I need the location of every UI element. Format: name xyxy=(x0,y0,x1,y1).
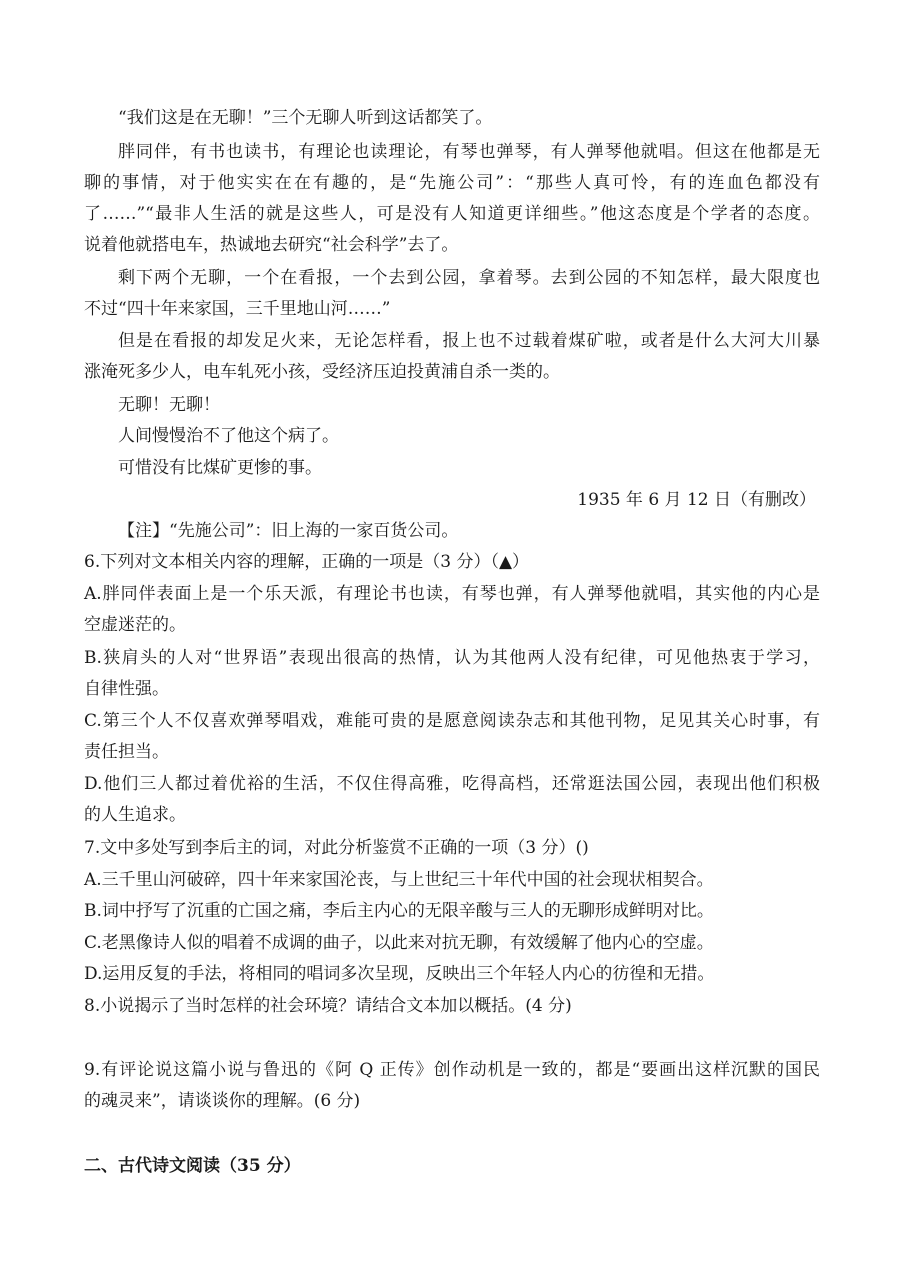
story-paragraph-2-line-4: 说着他就搭电车，热诚地去研究“社会科学”去了。 xyxy=(84,235,459,255)
question-6-option-d-line-1: D.他们三人都过着优裕的生活，不仅住得高雅，吃得高档，还常逛法国公园，表现出他们积极 xyxy=(84,774,820,794)
question-6-option-a-line-2: 空虚迷茫的。 xyxy=(84,615,186,635)
question-7-option-d: D.运用反复的手法，将相同的唱词多次呈现，反映出三个年轻人内心的彷徨和无措。 xyxy=(84,964,715,984)
question-6-option-c-line-1: C.第三个人不仅喜欢弹琴唱戏，难能可贵的是愿意阅读杂志和其他刊物，足见其关心时事，有 xyxy=(84,711,820,731)
question-9-line-1: 9.有评论说这篇小说与鲁迅的《阿 Q 正传》创作动机是一致的，都是“要画出这样沉默的国民 xyxy=(84,1060,820,1080)
question-7-stem: 7.文中多处写到李后主的词，对此分析鉴赏不正确的一项（3 分）() xyxy=(84,838,589,858)
question-7-option-c: C.老黑像诗人似的唱着不成调的曲子，以此来对抗无聊，有效缓解了他内心的空虚。 xyxy=(84,933,714,953)
story-date: 1935 年 6 月 12 日（有删改） xyxy=(577,490,816,510)
story-paragraph-1: “我们这是在无聊！”三个无聊人听到这话都笑了。 xyxy=(118,108,493,128)
question-9-line-2: 的魂灵来”，请谈谈你的理解。(6 分) xyxy=(84,1091,361,1111)
story-paragraph-5: 无聊！无聊！ xyxy=(118,395,220,415)
story-paragraph-7: 可惜没有比煤矿更惨的事。 xyxy=(118,458,322,478)
question-7-option-b: B.词中抒写了沉重的亡国之痛，李后主内心的无限辛酸与三人的无聊形成鲜明对比。 xyxy=(84,901,714,921)
story-paragraph-2-line-1: 胖同伴，有书也读书，有理论也读理论，有琴也弹琴，有人弹琴他就唱。但这在他都是无 xyxy=(118,142,820,162)
question-6-option-b-line-2: 自律性强。 xyxy=(84,679,169,699)
story-paragraph-2-line-3: 了……”“最非人生活的就是这些人，可是没有人知道更详细些。”他这态度是个学者的态度。 xyxy=(84,204,820,224)
story-paragraph-2-line-2: 聊的事情，对于他实实在在有趣的，是“先施公司”：“那些人真可怜，有的连血色都没有 xyxy=(84,173,820,193)
story-paragraph-6: 人间慢慢治不了他这个病了。 xyxy=(118,426,339,446)
question-8: 8.小说揭示了当时怎样的社会环境？请结合文本加以概括。(4 分) xyxy=(84,996,572,1016)
question-6-option-b-line-1: B.狭肩头的人对“世界语”表现出很高的热情，认为其他两人没有纪律，可见他热衷于学习， xyxy=(84,648,820,668)
story-paragraph-4-line-1: 但是在看报的却发足火来，无论怎样看，报上也不过载着煤矿啦，或者是什么大河大川暴 xyxy=(118,331,820,351)
section-heading: 二、古代诗文阅读（35 分） xyxy=(84,1156,301,1176)
story-paragraph-3-line-1: 剩下两个无聊，一个在看报，一个去到公园，拿着琴。去到公园的不知怎样，最大限度也 xyxy=(118,268,820,288)
question-6-stem: 6.下列对文本相关内容的理解，正确的一项是（3 分）（▲） xyxy=(84,552,530,572)
story-paragraph-3-line-2: 不过“四十年来家国，三千里地山河……” xyxy=(84,299,391,319)
question-6-option-d-line-2: 的人生追求。 xyxy=(84,805,186,825)
question-6-option-a-line-1: A.胖同伴表面上是一个乐天派，有理论书也读，有琴也弹，有人弹琴他就唱，其实他的内心是 xyxy=(84,584,820,604)
question-6-option-c-line-2: 责任担当。 xyxy=(84,742,169,762)
story-note: 【注】“先施公司”：旧上海的一家百货公司。 xyxy=(118,521,459,541)
question-7-option-a: A.三千里山河破碎，四十年来家国沦丧，与上世纪三十年代中国的社会现状相契合。 xyxy=(84,870,714,890)
story-paragraph-4-line-2: 涨淹死多少人，电车轧死小孩，受经济压迫投黄浦自杀一类的。 xyxy=(84,362,560,382)
